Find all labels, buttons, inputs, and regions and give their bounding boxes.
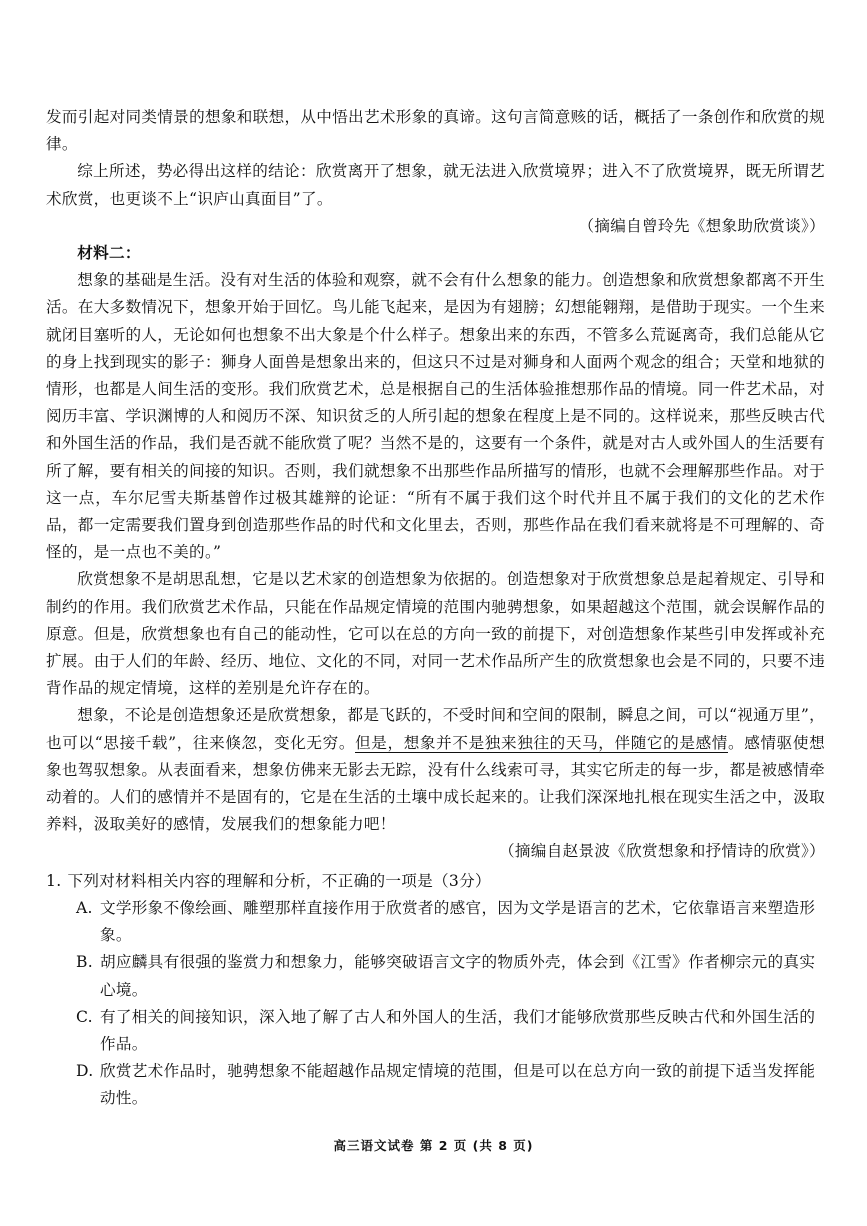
paragraph-imagination-emotion <box>46 702 825 838</box>
underlined-sentence: 但是，想象并不是独来独往的天马，伴随它的是感情 <box>355 733 729 752</box>
paragraph-continued: 发而引起对同类情景的想象和联想，从中悟出艺术形象的真谛。这句言简意赅的话，概括了一条创作和欣赏的规律。 <box>46 108 825 154</box>
page-content <box>46 104 825 1113</box>
option-d <box>46 1058 825 1112</box>
option-letter: A. <box>76 898 93 917</box>
material-two-heading: 材料二： <box>77 244 141 263</box>
option-text: 欣赏艺术作品时，驰骋想象不能超越作品规定情境的范围，但是可以在总方向一致的前提下适当发挥能动性。 <box>100 1062 816 1108</box>
page-footer: 高三语文试卷 第 2 页 (共 8 页) <box>333 1138 534 1153</box>
paragraph-text-after: 。感情驱使想象也驾驭想象。从表面看来，想象仿佛来无影去无踪，没有什么线索可寻，其实它所走的每一步，都是被感情牵动着的。人们的感情并不是固有的，它是在生活的土壤中成长起来的。让我们深深地扎根在现实生活之中，汲取养料，汲取美好的感情，发展我们的想象能力吧！ <box>46 733 825 834</box>
option-text: 胡应麟具有很强的鉴赏力和想象力，能够突破语言文字的物质外壳，体会到《江雪》作者柳宗元的真实心境。 <box>100 953 816 999</box>
paragraph-text-before: 想象，不论是创造想象还是欣赏想象，都是飞跃的，不受时间和空间的限制，瞬息之间，可以“视通万里”，也可以“思接千载”，往来倏忽，变化无穷。 <box>46 706 825 752</box>
question-1 <box>46 868 825 895</box>
paragraph-conclusion: 综上所述，势必得出这样的结论：欣赏离开了想象，就无法进入欣赏境界；进入不了欣赏境界，既无所谓艺术欣赏，也更谈不上“识庐山真面目”了。 <box>46 162 825 208</box>
question-number: 1. <box>46 871 62 890</box>
option-b <box>46 949 825 1003</box>
source-citation-1: （摘编自曾玲先《想象助欣赏谈》） <box>578 216 825 235</box>
question-stem: 下列对材料相关内容的理解和分析，不正确的一项是（3分） <box>67 871 491 890</box>
option-text: 文学形象不像绘画、雕塑那样直接作用于欣赏者的感官，因为文学是语言的艺术，它依靠语言来塑造形象。 <box>100 898 816 945</box>
source-citation-2: （摘编自赵景波《欣赏想象和抒情诗的欣赏》） <box>499 842 825 861</box>
paragraph-appreciation-imagination: 欣赏想象不是胡思乱想，它是以艺术家的创造想象为依据的。创造想象对于欣赏想象总是起着规定、引导和制约的作用。我们欣赏艺术作品，只能在作品规定情境的范围内驰骋想象，如果超越这个范围，就会误解作品的原意。但是，欣赏想象也有自己的能动性，它可以在总的方向一致的前提下，对创造想象作某些引申发挥或补充扩展。由于人们的年龄、经历、地位、文化的不同，对同一艺术作品所产生的欣赏想象也会是不同的，只要不违背作品的规定情境，这样的差别是允许存在的。 <box>46 570 825 698</box>
option-letter: C. <box>76 1007 93 1026</box>
option-letter: B. <box>76 953 94 972</box>
option-letter: D. <box>76 1062 94 1081</box>
paragraph-imagination-basis: 想象的基础是生活。没有对生活的体验和观察，就不会有什么想象的能力。创造想象和欣赏想象都离不开生活。在大多数情况下，想象开始于回忆。鸟儿能飞起来，是因为有翅膀；幻想能翱翔，是借助于现实。一个生来就闭目塞听的人，无论如何也想象不出大象是个什么样子。想象出来的东西，不管多么荒诞离奇，我们总能从它的身上找到现实的影子：狮身人面兽是想象出来的，但这只不过是对狮身和人面两个观念的组合；天堂和地狱的情形，也都是人间生活的变形。我们欣赏艺术，总是根据自己的生活体验推想那作品的情境。同一件艺术品，对阅历丰富、学识渊博的人和阅历不深、知识贫乏的人所引起的想象在程度上是不同的。这样说来，那些反映古代和外国生活的作品，我们是否就不能欣赏了呢？当然不是的，这要有一个条件，就是对古人或外国人的生活要有所了解，要有相关的间接的知识。否则，我们就想象不出那些作品所描写的情形，也就不会理解那些作品。对于这一点，车尔尼雪夫斯基曾作过极其雄辩的论证：“所有不属于我们这个时代并且不属于我们的文化的艺术作品，都一定需要我们置身到创造那些作品的时代和文化里去，否则，那些作品在我们看来就将是不可理解的、奇怪的，是一点也不美的。” <box>46 271 825 562</box>
option-text: 有了相关的间接知识，深入地了解了古人和外国人的生活，我们才能够欣赏那些反映古代和外国生活的作品。 <box>100 1007 816 1053</box>
option-c <box>46 1004 825 1058</box>
option-a <box>46 895 825 949</box>
